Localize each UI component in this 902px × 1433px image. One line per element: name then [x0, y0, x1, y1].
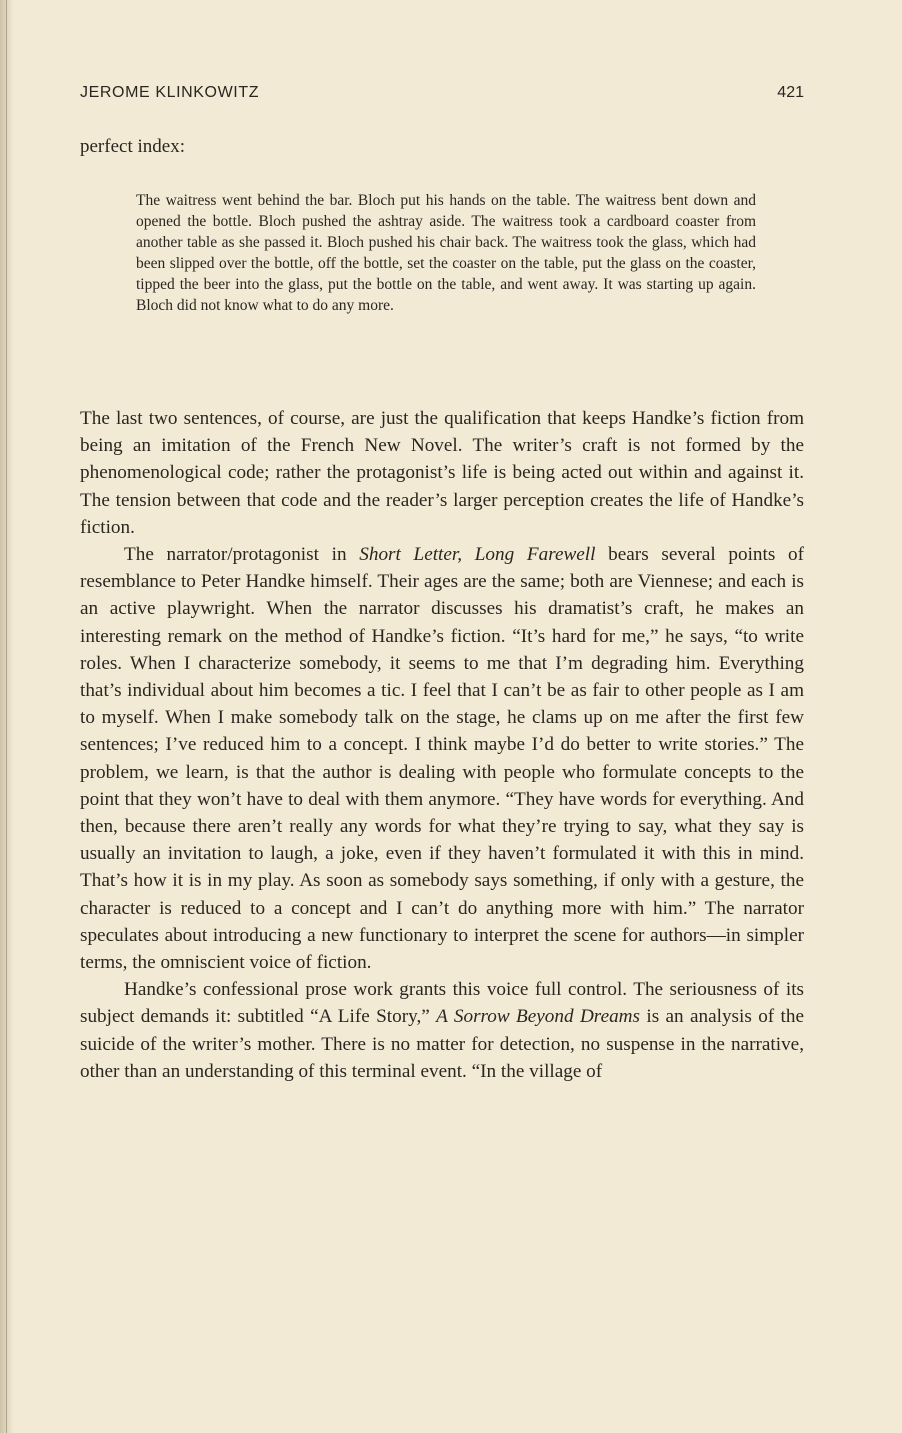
lead-in-text: perfect index: — [80, 136, 185, 157]
paragraph-2 — [80, 541, 804, 976]
block-quote: The waitress went behind the bar. Bloch put his hands on the table. The waitress bent down and opened the bottle. Bloch pushed the ashtray aside. The waitress took a cardboard coaster from another table as she passed it. Bloch pushed his chair back. The waitress took the glass, which had been slipped over the bottle, off the bottle, set the coaster on the table, put the glass on the coaster, tipped the beer into the glass, put the bottle on the table, and went away. It was starting up again. Bloch did not know what to do any more. — [136, 192, 756, 314]
page-number: 421 — [777, 84, 804, 101]
book-title-short-letter: Short Letter, Long Farewell — [359, 544, 596, 566]
body-text — [80, 405, 804, 1085]
page-header — [80, 84, 804, 108]
book-title-sorrow-beyond-dreams: A Sorrow Beyond Dreams — [436, 1006, 640, 1028]
paragraph-2-text-b: bears several points of resemblance to Peter Handke himself. Their ages are the same; both are Viennese; and each is an active playwright. When the narrator discusses his dramatist’s craft, he makes an interesting remark on the method of Handke’s fiction. “It’s hard for me,” he says, “to write roles. When I characterize somebody, it seems to me that I’m degrading him. Everything that’s individual about him becomes a tic. I feel that I can’t be as fair to other people as I am to myself. When I make somebody talk on the stage, he clams up on me after the first few sentences; I’ve reduced him to a concept. I think maybe I’d do better to write stories.” The problem, we learn, is that the author is dealing with people who formulate concepts to the point that they won’t have to deal with them anymore. “They have words for everything. And then, because there aren’t really any words for what they’re trying to say, what they say is usually an invitation to laugh, a joke, even if they haven’t formulated it with this in mind. That’s how it is in my play. As soon as somebody says something, if only with a gesture, the character is reduced to a concept and I can’t do anything more with him.” The narrator speculates about introducing a new functionary to interpret the scene for authors—in simpler terms, the omniscient voice of fiction. — [80, 544, 804, 974]
page-binding-edge — [6, 0, 7, 1433]
paragraph-1: The last two sentences, of course, are just the qualification that keeps Handke’s fiction from being an imitation of the French New Novel. The writer’s craft is not formed by the phenomenological code; rather the protagonist’s life is being acted out within and against it. The tension between that code and the reader’s larger perception creates the life of Handke’s fiction. — [80, 408, 804, 538]
paragraph-2-text-a: The narrator/protagonist in — [124, 544, 360, 566]
paragraph-3 — [80, 976, 804, 1085]
paragraph-3-text-b: is an analysis of the suicide of the writer’s mother. There is no matter for detection, no suspense in the narrative, other than an understanding of this terminal event. “In the village of — [80, 1006, 804, 1082]
paragraph-3-text-a: Handke’s confessional prose work grants this voice full control. The seriousness of its subject demands it: subtitled “A Life Story,” — [80, 979, 804, 1028]
page-binding-shadow — [0, 0, 14, 1433]
running-head: JEROME KLINKOWITZ — [80, 84, 260, 101]
